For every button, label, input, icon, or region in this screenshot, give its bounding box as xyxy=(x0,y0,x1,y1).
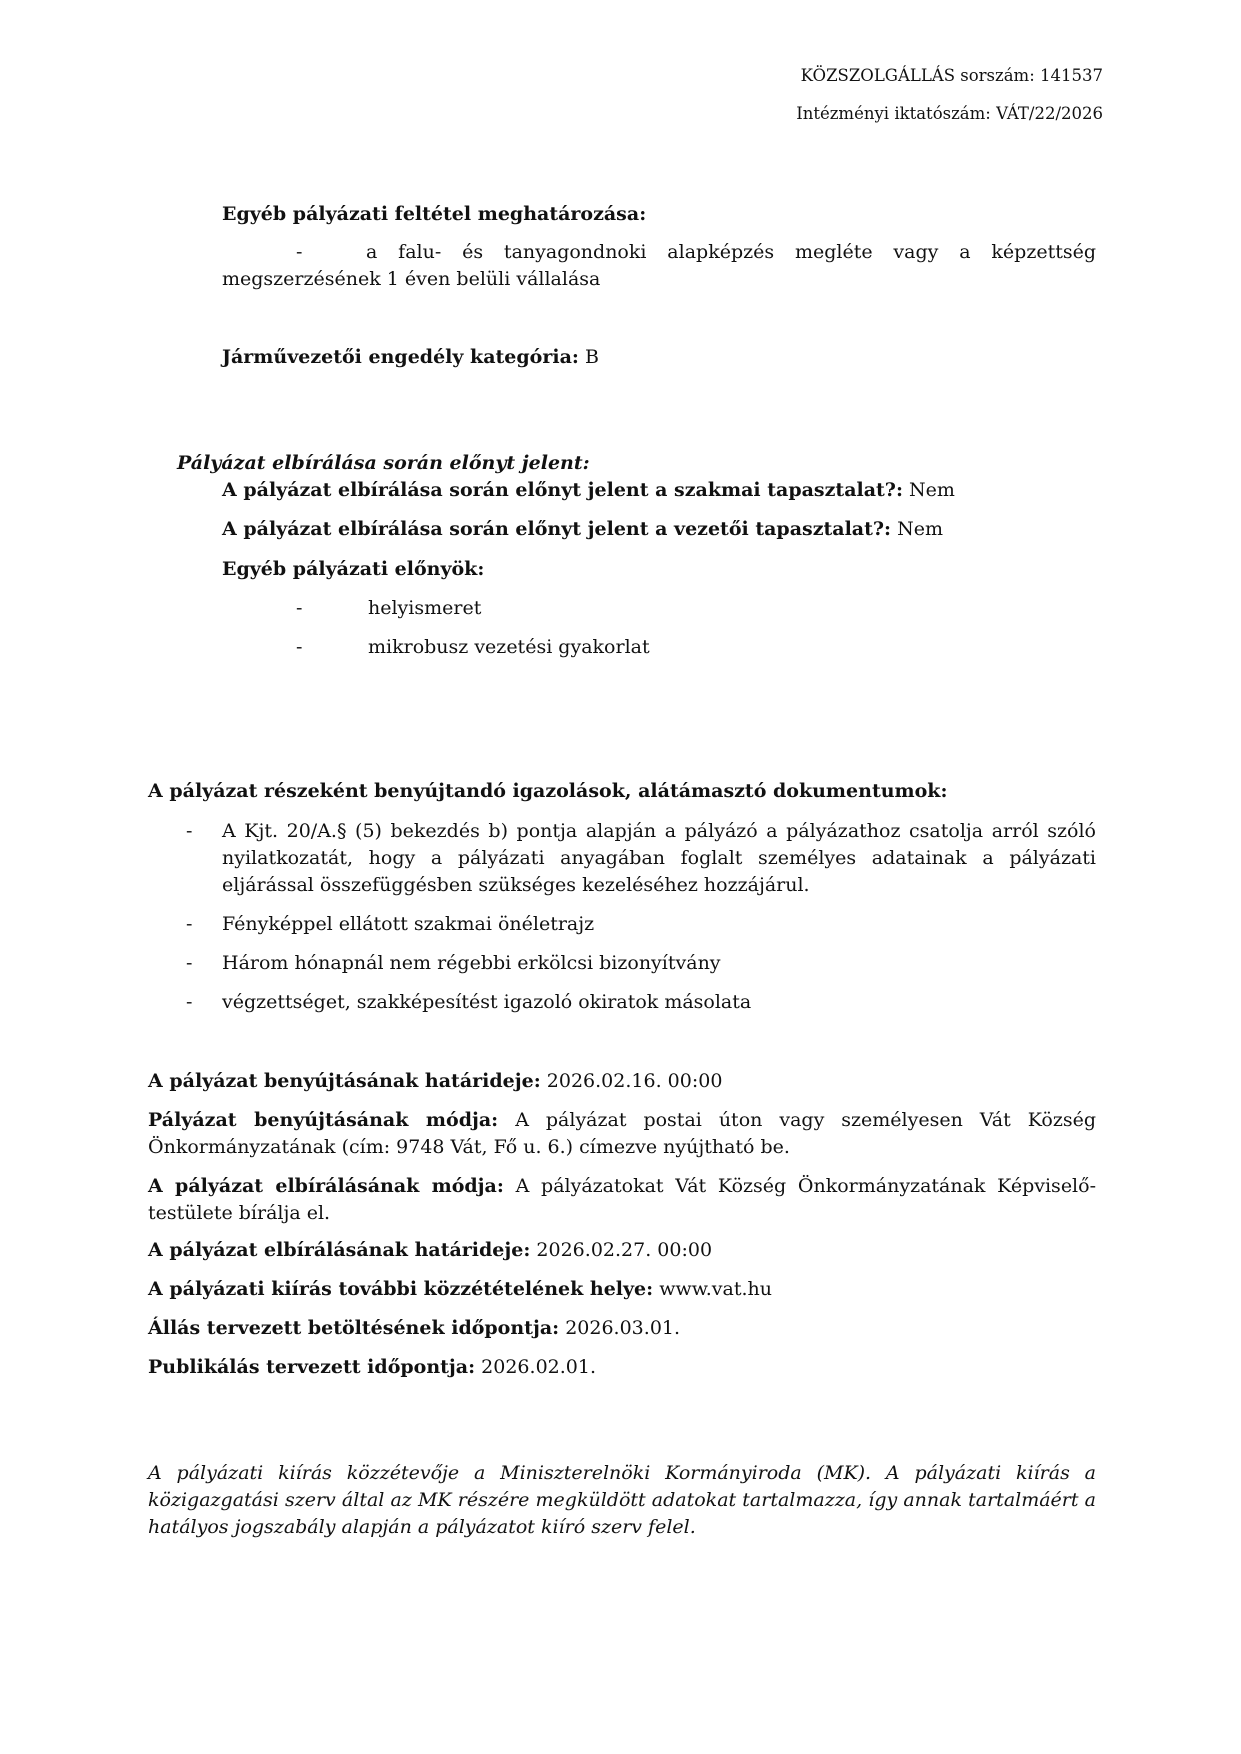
planned-publication-value: 2026.02.01. xyxy=(481,1356,596,1378)
documents-title: A pályázat részeként benyújtandó igazolások, alátámasztó dokumentumok: xyxy=(148,780,948,802)
planned-start-line: Állás tervezett betöltésének időpontja: 2026.03.01. xyxy=(148,1317,681,1339)
professional-experience-value: Nem xyxy=(909,479,955,501)
evaluation-method-value: A pályázatokat Vát Község Önkormányzatának Képviselő-testülete bírálja el. xyxy=(148,1175,1096,1224)
planned-publication-line: Publikálás tervezett időpontja: 2026.02.01. xyxy=(148,1356,596,1378)
driving-license-line xyxy=(222,344,599,371)
advantages-title: Pályázat elbírálása során előnyt jelent: xyxy=(177,452,590,474)
other-advantages-title: Egyéb pályázati előnyök: xyxy=(222,558,485,580)
document-item: Három hónapnál nem régebbi erkölcsi bizonyítvány xyxy=(222,952,721,974)
document-bullet: - xyxy=(186,913,193,935)
license-value: B xyxy=(584,346,599,368)
document-bullet: - xyxy=(186,820,193,842)
submission-deadline-line: A pályázat benyújtásának határideje: 2026.02.16. 00:00 xyxy=(148,1070,723,1092)
evaluation-deadline-line: A pályázat elbírálásának határideje: 2026.02.27. 00:00 xyxy=(148,1239,713,1261)
document-bullet: - xyxy=(186,952,193,974)
document-item: végzettséget, szakképesítést igazoló okiratok másolata xyxy=(222,991,752,1013)
other-condition-title: Egyéb pályázati feltétel meghatározása: xyxy=(222,203,647,225)
submission-method-value: A pályázat postai úton vagy személyesen Vát Község Önkormányzatának (cím: 9748 Vát, Fő u. 6.) címezve nyújtható be. xyxy=(148,1109,1097,1158)
advantage-bullet: - xyxy=(296,597,303,619)
leadership-experience-line: A pályázat elbírálása során előnyt jelent a vezetői tapasztalat?: Nem xyxy=(222,518,943,540)
other-condition-item: - a falu- és tanyagondnoki alapképzés megléte vagy a képzettség megszerzésének 1 éven belüli vállalása xyxy=(222,241,1096,290)
submission-deadline-value: 2026.02.16. 00:00 xyxy=(546,1070,723,1092)
evaluation-method-line: A pályázat elbírálásának módja: A pályázatokat Vát Község Önkormányzatának Képviselő-testülete bírálja el. xyxy=(148,1175,1096,1224)
registry-value: VÁT/22/2026 xyxy=(996,104,1103,123)
bullet-dash: - xyxy=(296,241,303,263)
advantage-item: mikrobusz vezetési gyakorlat xyxy=(368,636,650,658)
publication-place-link[interactable]: www.vat.hu xyxy=(659,1278,772,1300)
planned-start-value: 2026.03.01. xyxy=(565,1317,681,1339)
evaluation-deadline-value: 2026.02.27. 00:00 xyxy=(536,1239,713,1261)
submission-method-line: Pályázat benyújtásának módja: A pályázat postai úton vagy személyesen Vát Község Önkormányzatának (cím: 9748 Vát, Fő u. 6.) címezve nyújtható be. xyxy=(148,1109,1097,1158)
license-label: Járművezetői engedély kategória: xyxy=(222,346,579,368)
advantage-item: helyismeret xyxy=(368,597,482,619)
registry-number-line xyxy=(796,104,1103,123)
document-item: A Kjt. 20/A.§ (5) bekezdés b) pontja alapján a pályázó a pályázathoz csatolja arról szóló nyilatkozatát, hogy a pályázati anyagában foglalt személyes adatainak a pályázati eljárással összefüggésben szükséges kezeléséhez hozzájárul. xyxy=(222,820,1096,896)
advantage-bullet: - xyxy=(296,636,303,658)
document-item: Fényképpel ellátott szakmai önéletrajz xyxy=(222,913,595,935)
publication-place-line: A pályázati kiírás további közzétételének helye: www.vat.hu xyxy=(148,1278,772,1300)
footer-note: A pályázati kiírás közzétevője a Miniszterelnöki Kormányiroda (MK). A pályázati kiírás a közigazgatási szerv által az MK részére megküldött adatokat tartalmazza, így annak tartalmáért a hatályos jogszabály alapján a pályázatot kiíró szerv felel. xyxy=(148,1462,1096,1538)
registry-label: Intézményi iktatószám: xyxy=(796,104,991,123)
document-bullet: - xyxy=(186,991,193,1013)
serial-label: KÖZSZOLGÁLLÁS sorszám: xyxy=(800,66,1035,85)
leadership-experience-value: Nem xyxy=(897,518,943,540)
serial-value: 141537 xyxy=(1040,66,1103,85)
serial-number-line xyxy=(801,66,1103,85)
professional-experience-line: A pályázat elbírálása során előnyt jelent a szakmai tapasztalat?: Nem xyxy=(222,479,955,501)
